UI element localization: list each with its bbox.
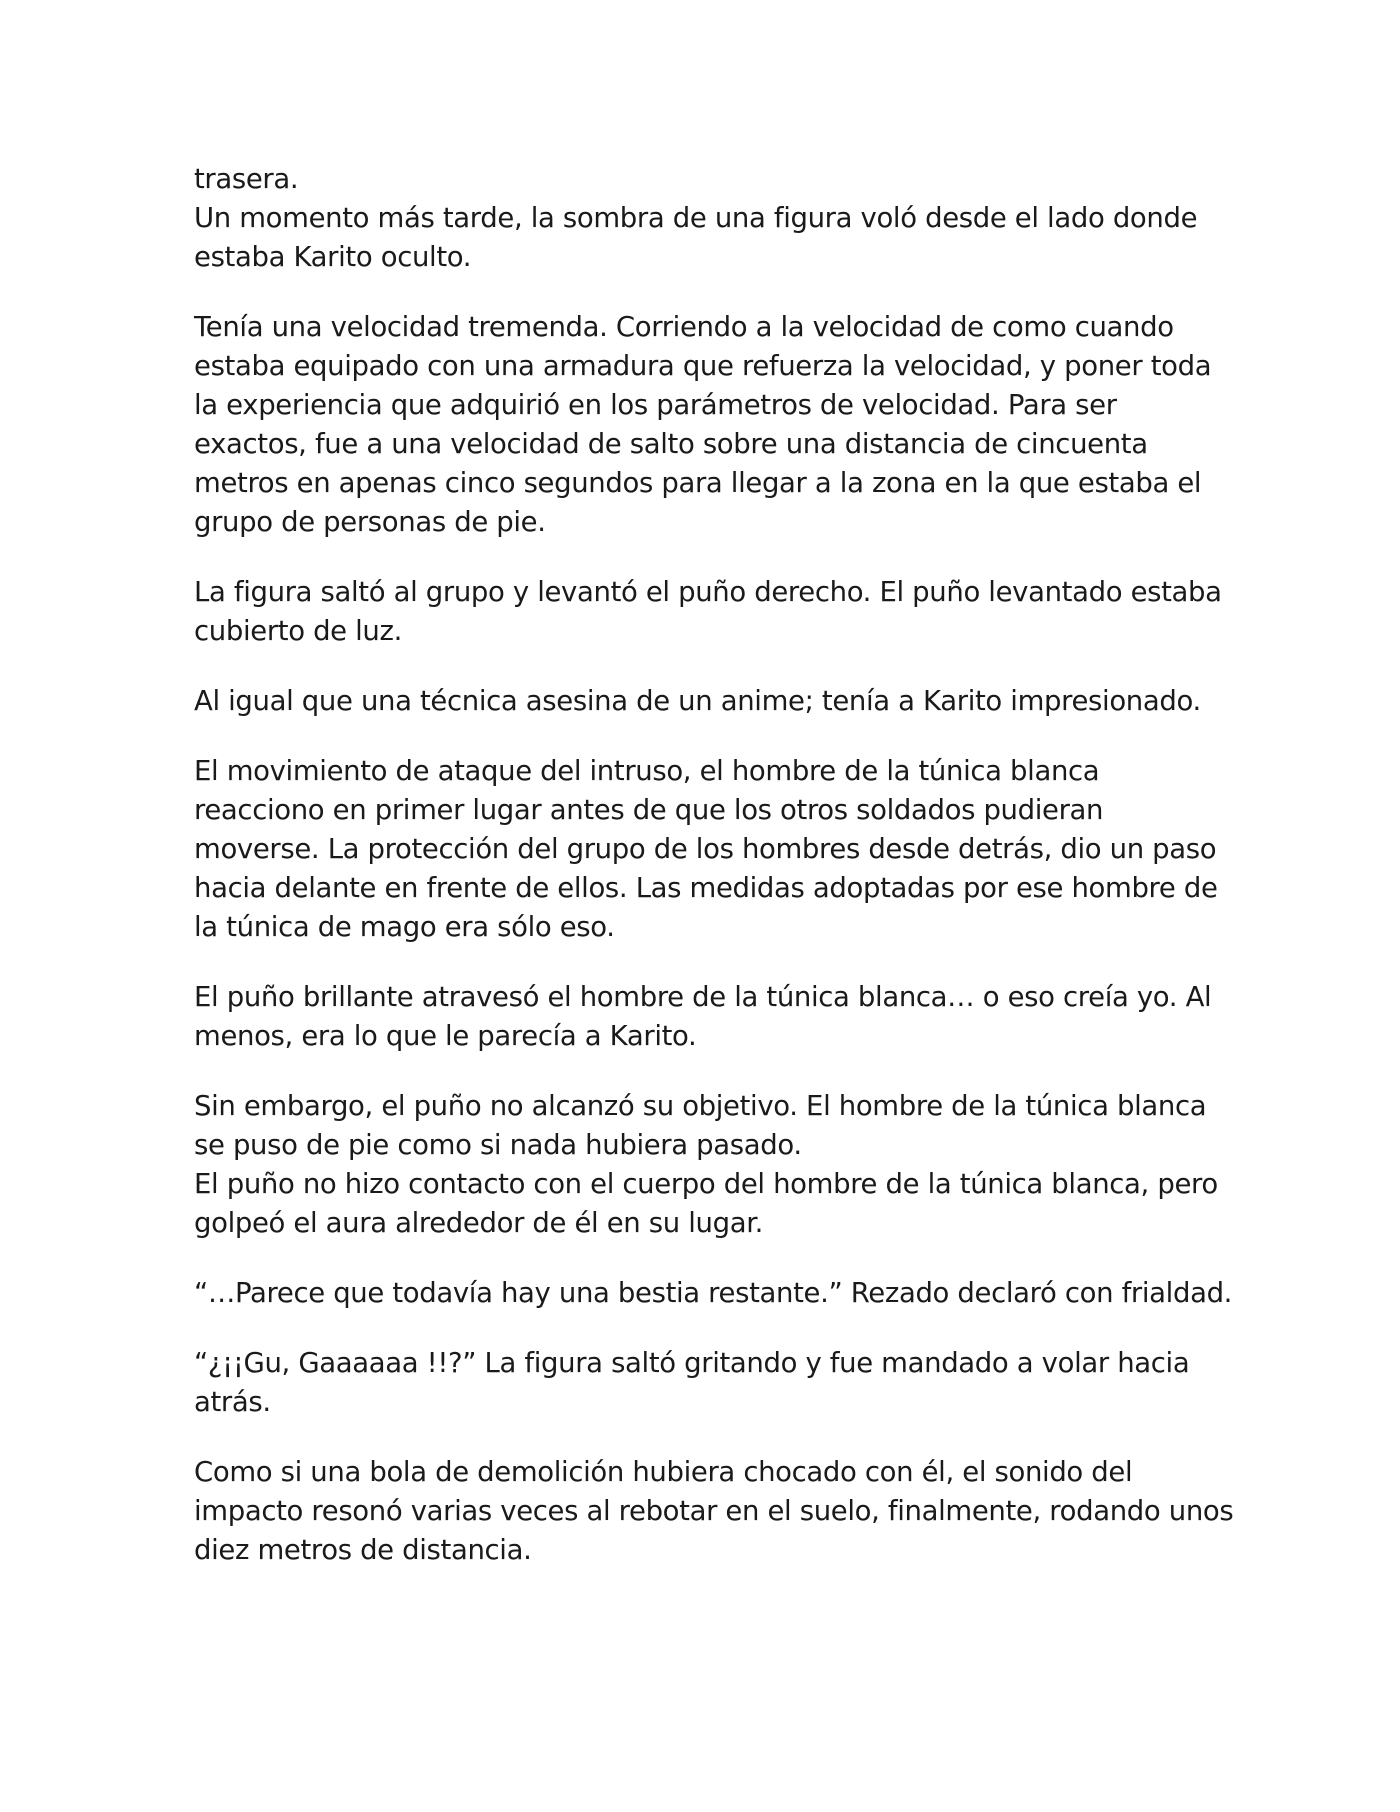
paragraph: Como si una bola de demolición hubiera chocado con él, el sonido del impacto resonó varias veces al rebotar en el suelo, finalmente, rodando unos diez metros de distancia. xyxy=(194,1456,1234,1566)
paragraph: “¿¡¡Gu, Gaaaaaa !!?” La figura saltó gritando y fue mandado a volar hacia atrás. xyxy=(194,1347,1190,1418)
paragraph: Sin embargo, el puño no alcanzó su objetivo. El hombre de la túnica blanca se puso de pie como si nada hubiera pasado. xyxy=(194,1090,1207,1161)
paragraph: Tenía una velocidad tremenda. Corriendo a la velocidad de como cuando estaba equipado con una armadura que refuerza la velocidad, y poner toda la experiencia que adquirió en los parámetros de velocidad. Para ser exactos, fue a una velocidad de salto sobre una distancia de cincuenta metros en apenas cinco segundos para llegar a la zona en la que estaba el grupo de personas de pie. xyxy=(194,311,1212,538)
paragraph: La figura saltó al grupo y levantó el puño derecho. El puño levantado estaba cubierto de luz. xyxy=(194,576,1222,647)
paragraph: El puño brillante atravesó el hombre de la túnica blanca… o eso creía yo. Al menos, era lo que le parecía a Karito. xyxy=(194,981,1212,1052)
paragraph: El movimiento de ataque del intruso, el hombre de la túnica blanca reacciono en primer lugar antes de que los otros soldados pudieran moverse. La protección del grupo de los hombres desde detrás, dio un paso hacia delante en frente de ellos. Las medidas adoptadas por ese hombre de la túnica de mago era sólo eso. xyxy=(194,755,1218,943)
paragraph: Al igual que una técnica asesina de un anime; tenía a Karito impresionado. xyxy=(194,685,1201,717)
paragraph: trasera. xyxy=(194,163,299,195)
paragraph: El puño no hizo contacto con el cuerpo del hombre de la túnica blanca, pero golpeó el aura alrededor de él en su lugar. xyxy=(194,1168,1218,1239)
paragraph: “…Parece que todavía hay una bestia restante.” Rezado declaró con frialdad. xyxy=(194,1277,1233,1309)
paragraph: Un momento más tarde, la sombra de una figura voló desde el lado donde estaba Karito oculto. xyxy=(194,202,1198,273)
document-body xyxy=(194,160,1234,1601)
